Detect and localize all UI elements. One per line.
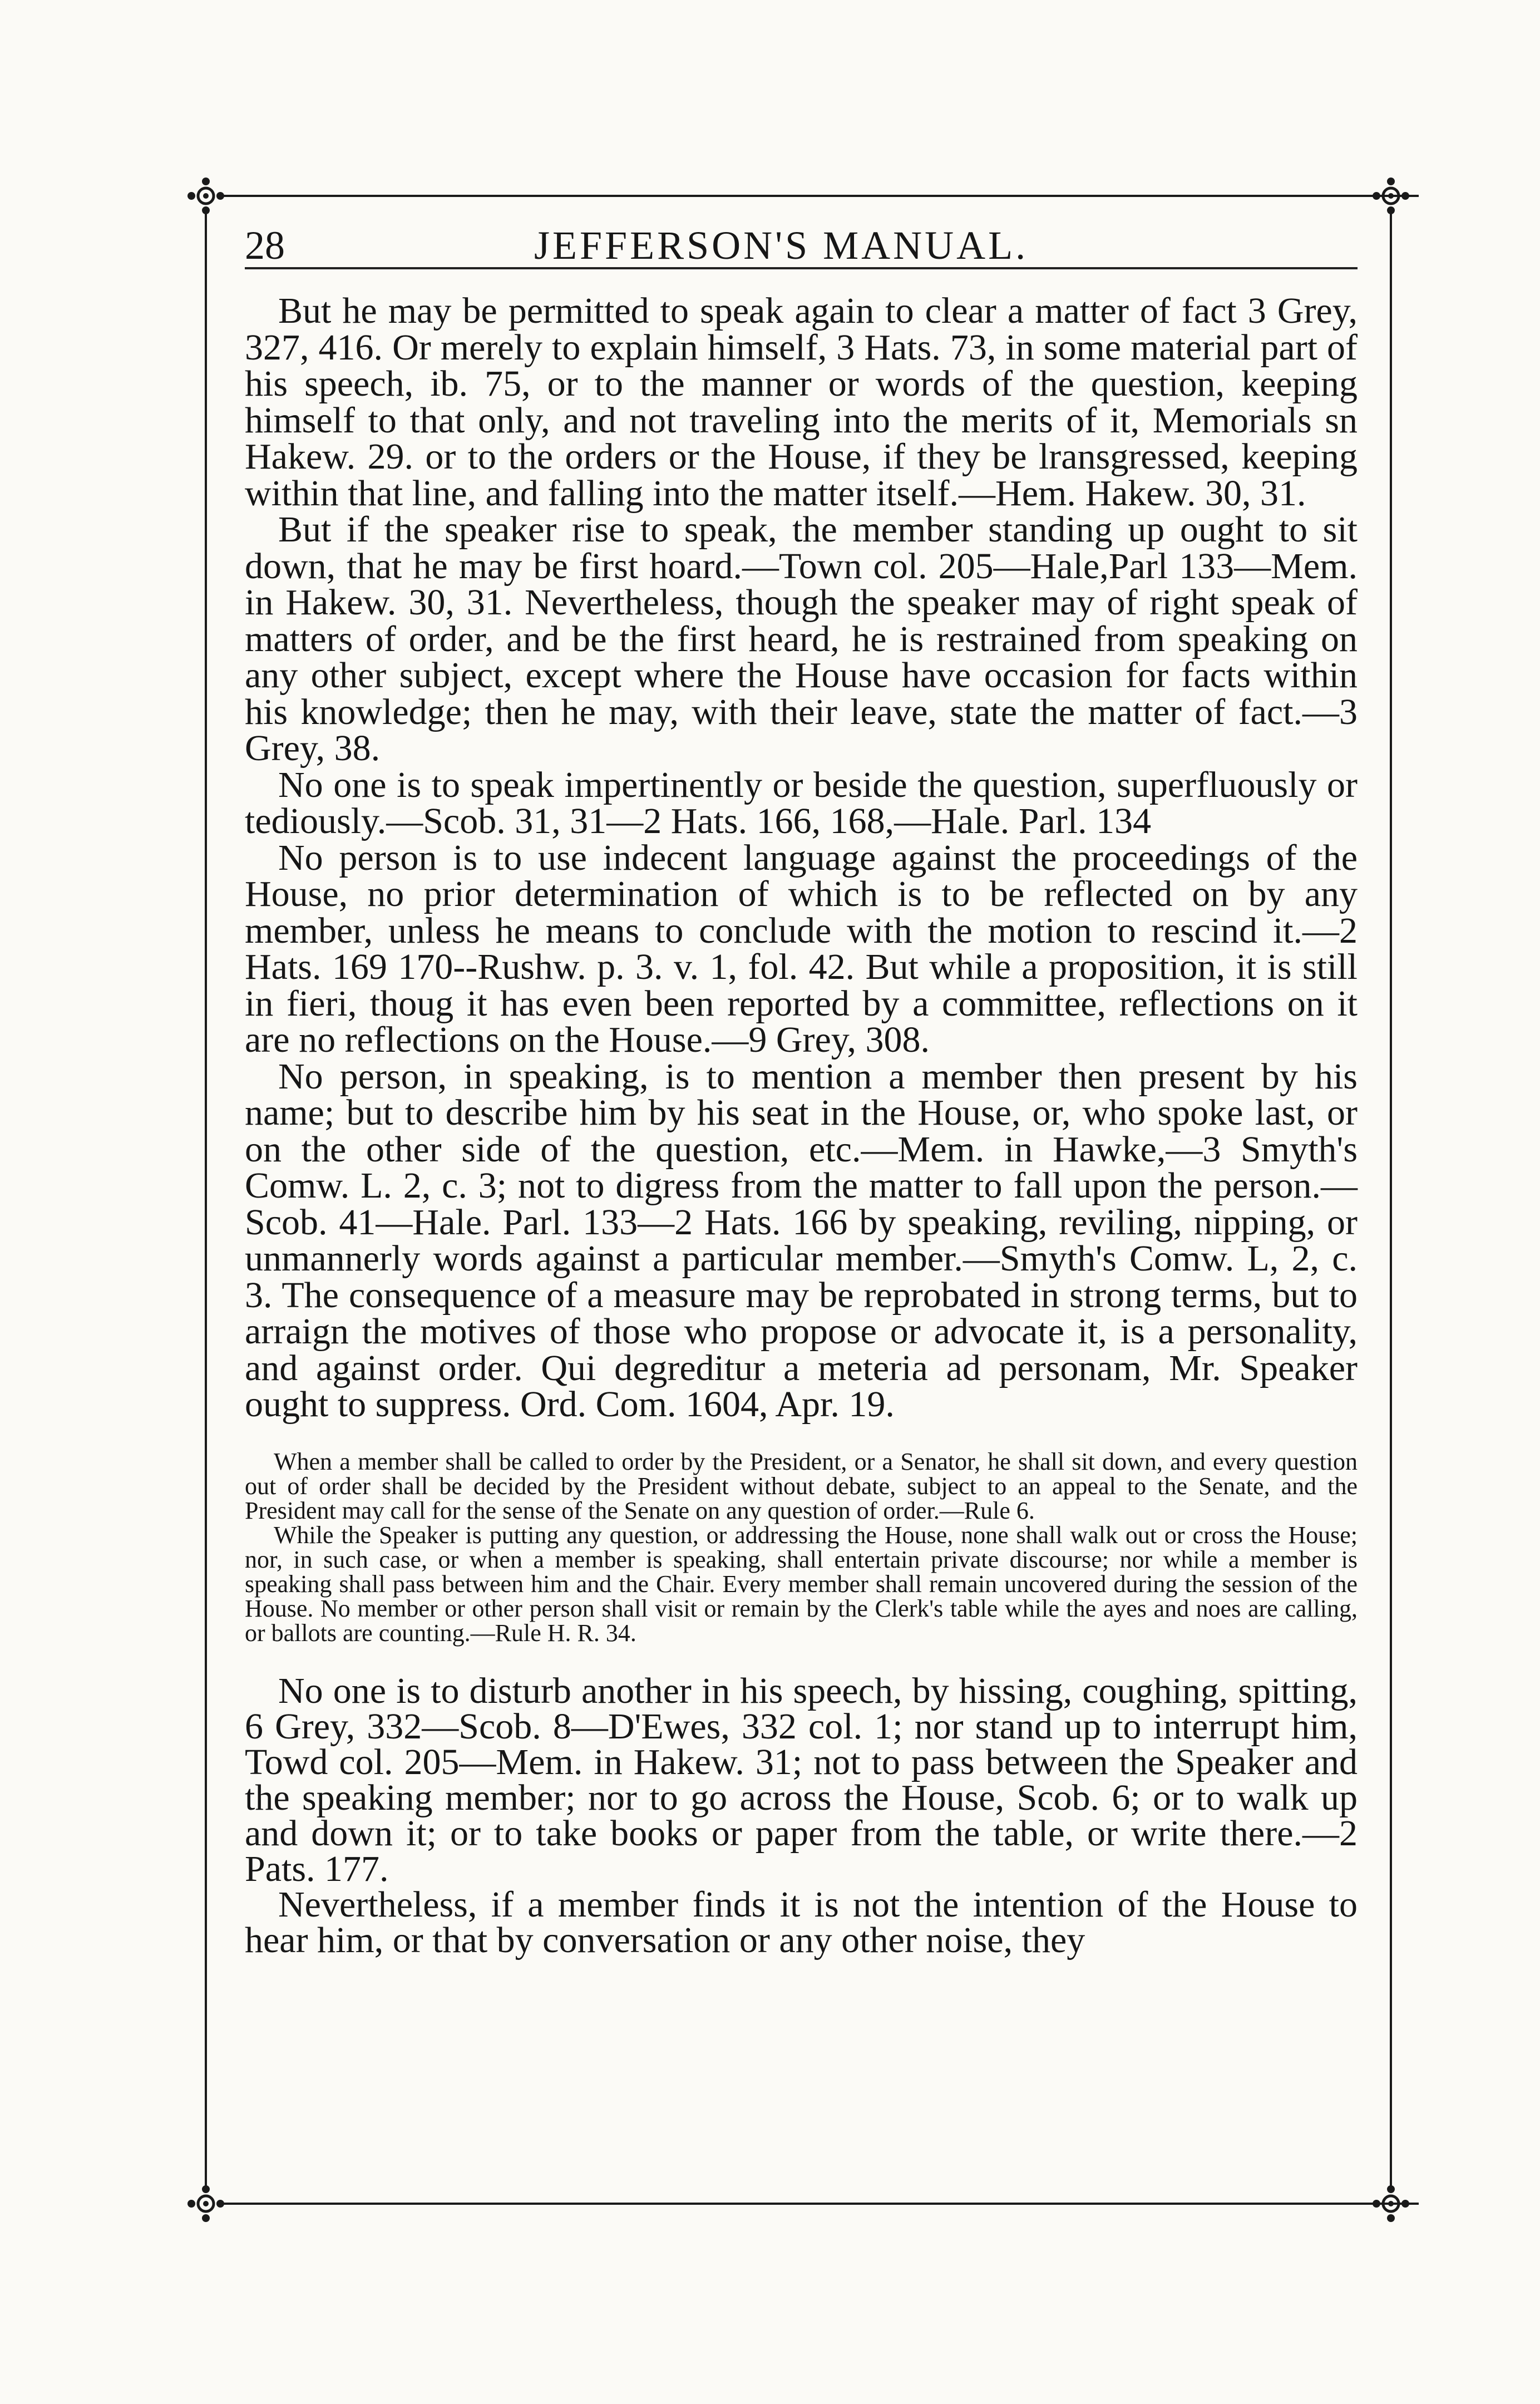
paragraph: No one is to speak impertinently or beside the question, superfluously or tediously.—Scob. 31, 31—2 Hats. 166, 168,—Hale. Parl. 134 (245, 764, 1358, 841)
note-paragraph: When a member shall be called to order by the President, or a Senator, he shall sit down, and every question out of order shall be decided by the President without debate, subject to an appeal to the Senate, and the President may call for the sense of the Senate on any question of order.—Rule 6. (245, 1447, 1358, 1524)
fleuron-icon (184, 2181, 228, 2226)
frame-bottom-rule (223, 2203, 1419, 2205)
closing-text (245, 1670, 1358, 1960)
running-title: JEFFERSON'S MANUAL. (534, 223, 1029, 268)
paragraph: No person, in speaking, is to mention a member then present by his name; but to describe him by his seat in the House, or, who spoke last, or on the other side of the question, etc.—Mem. in Hawke,—3 Smyth's Comw. L. 2, c. 3; not to digress from the matter to fall upon the person.—Scob. 41—Hale. Parl. 133—2 Hats. 166 by speaking, reviling, nipping, or unmannerly words against a particular member.—Smyth's Comw. L, 2, c. 3. The consequence of a measure may be reprobated in strong terms, but to arraign the motives of those who propose or advocate it, is a personality, and against order. Qui degreditur a meteria ad personam, Mr. Speaker ought to suppress. Ord. Com. 1604, Apr. 19. (245, 1056, 1358, 1425)
main-text (245, 290, 1358, 1425)
frame-right-rule (1390, 211, 1392, 2187)
frame-left-rule (205, 211, 207, 2187)
paragraph: But he may be permitted to speak again to clear a matter of fact 3 Grey, 327, 416. Or merely to explain himself, 3 Hats. 73, in some material part of his speech, ib. 75, or to the manner or words of the question, keeping himself to that only, and not traveling into the merits of it, Memorials sn Hakew. 29. or to the orders or the House, if they be lransgressed, keeping within that line, and falling into the matter itself.—Hem. Hakew. 30, 31. (245, 290, 1358, 514)
paragraph: Nevertheless, if a member finds it is not the intention of the House to hear him, or that by conversation or any other noise, they (245, 1884, 1358, 1960)
note-paragraph: While the Speaker is putting any question, or addressing the House, none shall walk out or cross the House; nor, in such case, or when a member is speaking, shall entertain private discourse; nor while a member is speaking shall pass between him and the Chair. Every member shall remain uncovered during the session of the House. No member or other person shall visit or remain by the Clerk's table while the ayes and noes are calling, or ballots are counting.—Rule H. R. 34. (245, 1521, 1358, 1647)
fleuron-icon (1369, 2181, 1413, 2226)
page-header (245, 223, 1358, 269)
rules-note (245, 1447, 1358, 1647)
frame-top-rule (223, 195, 1419, 197)
fleuron-icon (1369, 174, 1413, 218)
paragraph: No person is to use indecent language against the proceedings of the House, no prior determination of which is to be reflected on by any member, unless he means to conclude with the motion to rescind it.—2 Hats. 169 170--Rushw. p. 3. v. 1, fol. 42. But while a proposition, it is still in fieri, thoug it has even been reported by a committee, reflections on it are no reflections on the House.—9 Grey, 308. (245, 837, 1358, 1060)
page-content (245, 223, 1358, 1958)
paragraph: But if the speaker rise to speak, the member standing up ought to sit down, that he may be first hoard.—Town col. 205—Hale,Parl 133—Mem. in Hakew. 30, 31. Nevertheless, though the speaker may of right speak of matters of order, and be the first heard, he is restrained from speaking on any other subject, except where the House have occasion for facts within his knowledge; then he may, with their leave, state the matter of fact.—3 Grey, 38. (245, 509, 1358, 769)
paragraph: No one is to disturb another in his speech, by hissing, coughing, spitting, 6 Grey, 332—Scob. 8—D'Ewes, 332 col. 1; nor stand up to interrupt him, Towd col. 205—Mem. in Hakew. 31; not to pass between the Speaker and the speaking member; nor to go across the House, Scob. 6; or to walk up and down it; or to take books or paper from the table, or write there.—2 Pats. 177. (245, 1670, 1358, 1889)
page-number: 28 (245, 223, 285, 268)
fleuron-icon (184, 174, 228, 218)
